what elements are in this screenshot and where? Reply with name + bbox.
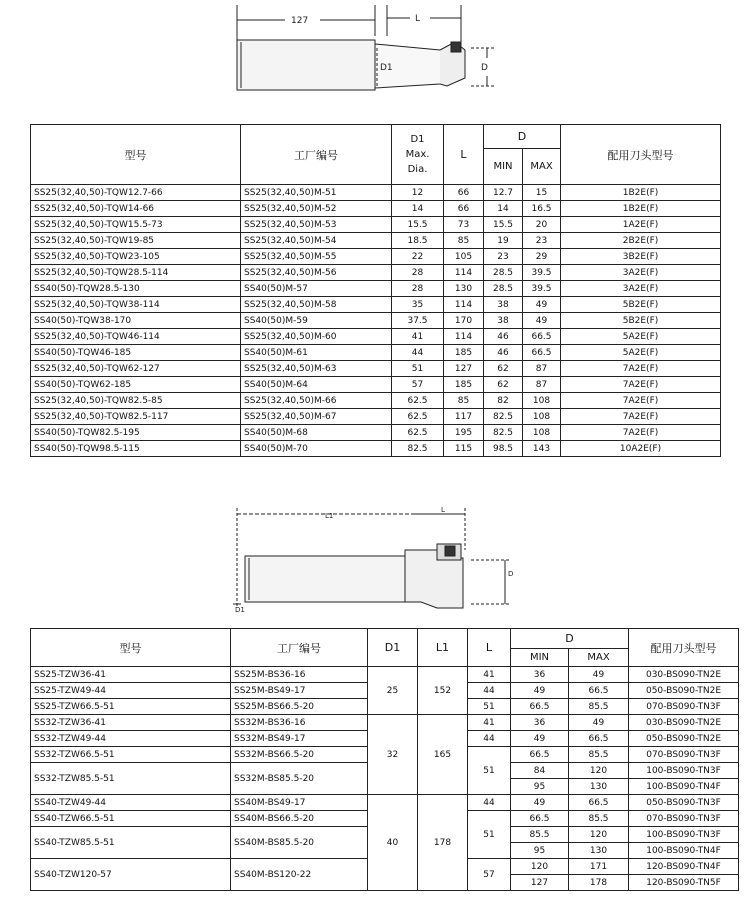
factory-no-cell: SS25(32,40,50)M-60 xyxy=(241,329,392,345)
d-min-cell: 15.5 xyxy=(484,217,523,233)
model-cell: SS25(32,40,50)-TQW38-114 xyxy=(31,297,241,313)
d-min-cell: 28.5 xyxy=(484,265,523,281)
model-cell: SS40(50)-TQW82.5-195 xyxy=(31,425,241,441)
model-cell: SS40(50)-TQW28.5-130 xyxy=(31,281,241,297)
factory-no-cell: SS25(32,40,50)M-56 xyxy=(241,265,392,281)
dim-D1-label: D1 xyxy=(380,63,393,73)
factory-no-cell: SS25M-BS49-17 xyxy=(231,683,368,699)
insert-cell: 3A2E(F) xyxy=(561,265,721,281)
model-cell: SS25(32,40,50)-TQW82.5-117 xyxy=(31,409,241,425)
d-min-cell: 127 xyxy=(511,875,569,891)
insert-cell: 100-BS090-TN4F xyxy=(629,843,739,859)
d-max-cell: 108 xyxy=(523,409,561,425)
l-cell: 127 xyxy=(444,361,484,377)
insert-cell: 5B2E(F) xyxy=(561,297,721,313)
d1-cell: 15.5 xyxy=(392,217,444,233)
insert-cell: 070-BS090-TN3F xyxy=(629,747,739,763)
header2-D: D xyxy=(511,629,629,649)
model-cell: SS40(50)-TQW46-185 xyxy=(31,345,241,361)
dim-L-label-2: L xyxy=(441,506,445,514)
factory-no-cell: SS32M-BS66.5-20 xyxy=(231,747,368,763)
d-max-cell: 143 xyxy=(523,441,561,457)
model-cell: SS32-TZW85.5-51 xyxy=(31,763,231,795)
insert-cell: 030-BS090-TN2E xyxy=(629,715,739,731)
dim-D-label-2: D xyxy=(508,570,514,578)
l-cell: 51 xyxy=(468,811,511,859)
insert-cell: 5A2E(F) xyxy=(561,345,721,361)
header-insert: 配用刀头型号 xyxy=(561,125,721,185)
factory-no-cell: SS40M-BS49-17 xyxy=(231,795,368,811)
header2-min: MIN xyxy=(511,649,569,667)
l-cell: 185 xyxy=(444,345,484,361)
model-cell: SS25(32,40,50)-TQW14-66 xyxy=(31,201,241,217)
factory-no-cell: SS40M-BS120-22 xyxy=(231,859,368,891)
d-min-cell: 66.5 xyxy=(511,811,569,827)
table-row xyxy=(31,425,721,441)
insert-cell: 1B2E(F) xyxy=(561,185,721,201)
insert-cell: 100-BS090-TN3F xyxy=(629,763,739,779)
d1-cell: 62.5 xyxy=(392,409,444,425)
d-min-cell: 36 xyxy=(511,667,569,683)
d-min-cell: 38 xyxy=(484,313,523,329)
factory-no-cell: SS40(50)M-68 xyxy=(241,425,392,441)
l-cell: 66 xyxy=(444,185,484,201)
d-max-cell: 85.5 xyxy=(569,747,629,763)
header2-d1: D1 xyxy=(368,629,418,667)
d1-cell: 51 xyxy=(392,361,444,377)
l-cell: 115 xyxy=(444,441,484,457)
d-max-cell: 39.5 xyxy=(523,281,561,297)
table-row xyxy=(31,329,721,345)
header2-max: MAX xyxy=(569,649,629,667)
l-cell: 114 xyxy=(444,329,484,345)
table-row xyxy=(31,377,721,393)
factory-no-cell: SS25(32,40,50)M-58 xyxy=(241,297,392,313)
l-cell: 114 xyxy=(444,297,484,313)
l-cell: 44 xyxy=(468,731,511,747)
dim-D-label: D xyxy=(481,63,488,73)
d-min-cell: 62 xyxy=(484,361,523,377)
insert-cell: 7A2E(F) xyxy=(561,377,721,393)
l-cell: 44 xyxy=(468,795,511,811)
model-cell: SS25-TZW36-41 xyxy=(31,667,231,683)
l-cell: 170 xyxy=(444,313,484,329)
factory-no-cell: SS40M-BS85.5-20 xyxy=(231,827,368,859)
header2-insert: 配用刀头型号 xyxy=(629,629,739,667)
table-row xyxy=(31,265,721,281)
d1-cell: 32 xyxy=(368,715,418,795)
insert-cell: 100-BS090-TN4F xyxy=(629,779,739,795)
d-min-cell: 84 xyxy=(511,763,569,779)
insert-cell: 5B2E(F) xyxy=(561,313,721,329)
cartridge-bar-spec-table xyxy=(30,628,739,891)
d1-cell: 62.5 xyxy=(392,425,444,441)
factory-no-cell: SS40(50)M-70 xyxy=(241,441,392,457)
d-min-cell: 66.5 xyxy=(511,747,569,763)
d-max-cell: 108 xyxy=(523,393,561,409)
model-cell: SS25(32,40,50)-TQW15.5-73 xyxy=(31,217,241,233)
insert-cell: 050-BS090-TN2E xyxy=(629,683,739,699)
table-row xyxy=(31,313,721,329)
model-cell: SS25(32,40,50)-TQW12.7-66 xyxy=(31,185,241,201)
header-factory-no: 工厂编号 xyxy=(241,125,392,185)
header-max: MAX xyxy=(523,149,561,185)
dim-D1-label-2: D1 xyxy=(235,606,245,614)
factory-no-cell: SS32M-BS36-16 xyxy=(231,715,368,731)
d-max-cell: 49 xyxy=(569,715,629,731)
d-max-cell: 49 xyxy=(569,667,629,683)
d-max-cell: 39.5 xyxy=(523,265,561,281)
l1-cell: 178 xyxy=(418,795,468,891)
d-max-cell: 66.5 xyxy=(569,683,629,699)
header2-model: 型号 xyxy=(31,629,231,667)
factory-no-cell: SS25(32,40,50)M-53 xyxy=(241,217,392,233)
header-model: 型号 xyxy=(31,125,241,185)
header-min: MIN xyxy=(484,149,523,185)
d-max-cell: 66.5 xyxy=(523,345,561,361)
model-cell: SS25-TZW66.5-51 xyxy=(31,699,231,715)
factory-no-cell: SS40(50)M-61 xyxy=(241,345,392,361)
d-min-cell: 36 xyxy=(511,715,569,731)
l-cell: 85 xyxy=(444,233,484,249)
model-cell: SS25(32,40,50)-TQW46-114 xyxy=(31,329,241,345)
header2-l: L xyxy=(468,629,511,667)
factory-no-cell: SS25M-BS36-16 xyxy=(231,667,368,683)
l-cell: 114 xyxy=(444,265,484,281)
model-cell: SS40-TZW49-44 xyxy=(31,795,231,811)
d-min-cell: 82 xyxy=(484,393,523,409)
d1-cell: 12 xyxy=(392,185,444,201)
factory-no-cell: SS25M-BS66.5-20 xyxy=(231,699,368,715)
insert-cell: 120-BS090-TN5F xyxy=(629,875,739,891)
l-cell: 44 xyxy=(468,683,511,699)
l-cell: 41 xyxy=(468,667,511,683)
l-cell: 117 xyxy=(444,409,484,425)
d-max-cell: 120 xyxy=(569,763,629,779)
d-min-cell: 28.5 xyxy=(484,281,523,297)
table-row xyxy=(31,715,739,731)
table-row xyxy=(31,297,721,313)
factory-no-cell: SS40(50)M-57 xyxy=(241,281,392,297)
factory-no-cell: SS40(50)M-59 xyxy=(241,313,392,329)
l-cell: 51 xyxy=(468,699,511,715)
insert-cell: 3B2E(F) xyxy=(561,249,721,265)
d1-cell: 41 xyxy=(392,329,444,345)
insert-cell: 3A2E(F) xyxy=(561,281,721,297)
d-max-cell: 15 xyxy=(523,185,561,201)
model-cell: SS40-TZW85.5-51 xyxy=(31,827,231,859)
d-min-cell: 120 xyxy=(511,859,569,875)
model-cell: SS25(32,40,50)-TQW23-105 xyxy=(31,249,241,265)
d-max-cell: 178 xyxy=(569,875,629,891)
model-cell: SS25(32,40,50)-TQW28.5-114 xyxy=(31,265,241,281)
l-cell: 105 xyxy=(444,249,484,265)
table-row xyxy=(31,233,721,249)
d1-cell: 25 xyxy=(368,667,418,715)
d-min-cell: 19 xyxy=(484,233,523,249)
d-max-cell: 16.5 xyxy=(523,201,561,217)
d1-cell: 28 xyxy=(392,281,444,297)
factory-no-cell: SS40(50)M-64 xyxy=(241,377,392,393)
insert-cell: 070-BS090-TN3F xyxy=(629,699,739,715)
d-min-cell: 38 xyxy=(484,297,523,313)
table-row xyxy=(31,409,721,425)
l-cell: 195 xyxy=(444,425,484,441)
header-L: L xyxy=(444,125,484,185)
d-min-cell: 98.5 xyxy=(484,441,523,457)
table-row xyxy=(31,217,721,233)
d1-cell: 57 xyxy=(392,377,444,393)
d-min-cell: 49 xyxy=(511,731,569,747)
l-cell: 57 xyxy=(468,859,511,891)
d-max-cell: 66.5 xyxy=(523,329,561,345)
l-cell: 41 xyxy=(468,715,511,731)
d-min-cell: 95 xyxy=(511,843,569,859)
model-cell: SS25(32,40,50)-TQW62-127 xyxy=(31,361,241,377)
boring-bar-spec-table xyxy=(30,124,721,457)
d-max-cell: 87 xyxy=(523,361,561,377)
table-row xyxy=(31,667,739,683)
header-d1: D1 Max. Dia. xyxy=(392,125,444,185)
model-cell: SS40(50)-TQW62-185 xyxy=(31,377,241,393)
d-max-cell: 66.5 xyxy=(569,795,629,811)
d-max-cell: 85.5 xyxy=(569,811,629,827)
d-min-cell: 62 xyxy=(484,377,523,393)
d1-cell: 82.5 xyxy=(392,441,444,457)
l-cell: 73 xyxy=(444,217,484,233)
d-max-cell: 171 xyxy=(569,859,629,875)
l-cell: 130 xyxy=(444,281,484,297)
table-row xyxy=(31,185,721,201)
d-min-cell: 46 xyxy=(484,329,523,345)
d-max-cell: 20 xyxy=(523,217,561,233)
d-max-cell: 29 xyxy=(523,249,561,265)
model-cell: SS32-TZW66.5-51 xyxy=(31,747,231,763)
d-max-cell: 85.5 xyxy=(569,699,629,715)
model-cell: SS25(32,40,50)-TQW82.5-85 xyxy=(31,393,241,409)
insert-cell: 7A2E(F) xyxy=(561,409,721,425)
dim-127-label: 127 xyxy=(291,16,309,26)
d-min-cell: 12.7 xyxy=(484,185,523,201)
d-max-cell: 108 xyxy=(523,425,561,441)
l1-cell: 152 xyxy=(418,667,468,715)
model-cell: SS25(32,40,50)-TQW19-85 xyxy=(31,233,241,249)
d-min-cell: 85.5 xyxy=(511,827,569,843)
d-min-cell: 66.5 xyxy=(511,699,569,715)
d1-cell: 35 xyxy=(392,297,444,313)
d1-cell: 62.5 xyxy=(392,393,444,409)
model-cell: SS40-TZW66.5-51 xyxy=(31,811,231,827)
insert-cell: 070-BS090-TN3F xyxy=(629,811,739,827)
d1-cell: 44 xyxy=(392,345,444,361)
d-min-cell: 82.5 xyxy=(484,425,523,441)
table-row xyxy=(31,281,721,297)
d-max-cell: 49 xyxy=(523,313,561,329)
l-cell: 66 xyxy=(444,201,484,217)
insert-cell: 050-BS090-TN2E xyxy=(629,731,739,747)
factory-no-cell: SS25(32,40,50)M-54 xyxy=(241,233,392,249)
d-max-cell: 49 xyxy=(523,297,561,313)
insert-cell: 050-BS090-TN3F xyxy=(629,795,739,811)
factory-no-cell: SS32M-BS49-17 xyxy=(231,731,368,747)
factory-no-cell: SS25(32,40,50)M-55 xyxy=(241,249,392,265)
d1-cell: 28 xyxy=(392,265,444,281)
d1-cell: 40 xyxy=(368,795,418,891)
insert-cell: 100-BS090-TN3F xyxy=(629,827,739,843)
insert-cell: 10A2E(F) xyxy=(561,441,721,457)
d-max-cell: 130 xyxy=(569,843,629,859)
d1-cell: 37.5 xyxy=(392,313,444,329)
insert-cell: 5A2E(F) xyxy=(561,329,721,345)
l-cell: 185 xyxy=(444,377,484,393)
factory-no-cell: SS40M-BS66.5-20 xyxy=(231,811,368,827)
d-min-cell: 82.5 xyxy=(484,409,523,425)
model-cell: SS40(50)-TQW38-170 xyxy=(31,313,241,329)
model-cell: SS40(50)-TQW98.5-115 xyxy=(31,441,241,457)
header-D: D xyxy=(484,125,561,149)
d1-cell: 18.5 xyxy=(392,233,444,249)
cartridge-bar-drawing xyxy=(225,498,525,616)
d-max-cell: 87 xyxy=(523,377,561,393)
factory-no-cell: SS25(32,40,50)M-66 xyxy=(241,393,392,409)
d-min-cell: 49 xyxy=(511,795,569,811)
model-cell: SS40-TZW120-57 xyxy=(31,859,231,891)
insert-cell: 2B2E(F) xyxy=(561,233,721,249)
d-max-cell: 130 xyxy=(569,779,629,795)
insert-cell: 120-BS090-TN4F xyxy=(629,859,739,875)
l1-cell: 165 xyxy=(418,715,468,795)
d-min-cell: 49 xyxy=(511,683,569,699)
insert-cell: 1A2E(F) xyxy=(561,217,721,233)
factory-no-cell: SS32M-BS85.5-20 xyxy=(231,763,368,795)
d-max-cell: 23 xyxy=(523,233,561,249)
d-min-cell: 14 xyxy=(484,201,523,217)
insert-cell: 030-BS090-TN2E xyxy=(629,667,739,683)
d-min-cell: 46 xyxy=(484,345,523,361)
d-min-cell: 23 xyxy=(484,249,523,265)
insert-cell: 7A2E(F) xyxy=(561,361,721,377)
table-row xyxy=(31,393,721,409)
d1-cell: 22 xyxy=(392,249,444,265)
model-cell: SS25-TZW49-44 xyxy=(31,683,231,699)
insert-cell: 1B2E(F) xyxy=(561,201,721,217)
factory-no-cell: SS25(32,40,50)M-51 xyxy=(241,185,392,201)
d-max-cell: 120 xyxy=(569,827,629,843)
table-row xyxy=(31,361,721,377)
insert-cell: 7A2E(F) xyxy=(561,393,721,409)
d-min-cell: 95 xyxy=(511,779,569,795)
boring-bar-drawing xyxy=(225,0,505,118)
dim-L1-label: L1 xyxy=(325,512,334,520)
table-row xyxy=(31,795,739,811)
table-row xyxy=(31,345,721,361)
l-cell: 51 xyxy=(468,747,511,795)
d1-cell: 14 xyxy=(392,201,444,217)
model-cell: SS32-TZW36-41 xyxy=(31,715,231,731)
header2-l1: L1 xyxy=(418,629,468,667)
factory-no-cell: SS25(32,40,50)M-63 xyxy=(241,361,392,377)
table-row xyxy=(31,249,721,265)
d-max-cell: 66.5 xyxy=(569,731,629,747)
l-cell: 85 xyxy=(444,393,484,409)
table-row xyxy=(31,441,721,457)
table-row xyxy=(31,201,721,217)
insert-cell: 7A2E(F) xyxy=(561,425,721,441)
factory-no-cell: SS25(32,40,50)M-52 xyxy=(241,201,392,217)
model-cell: SS32-TZW49-44 xyxy=(31,731,231,747)
factory-no-cell: SS25(32,40,50)M-67 xyxy=(241,409,392,425)
header2-factory-no: 工厂编号 xyxy=(231,629,368,667)
dim-L-label: L xyxy=(415,14,421,24)
